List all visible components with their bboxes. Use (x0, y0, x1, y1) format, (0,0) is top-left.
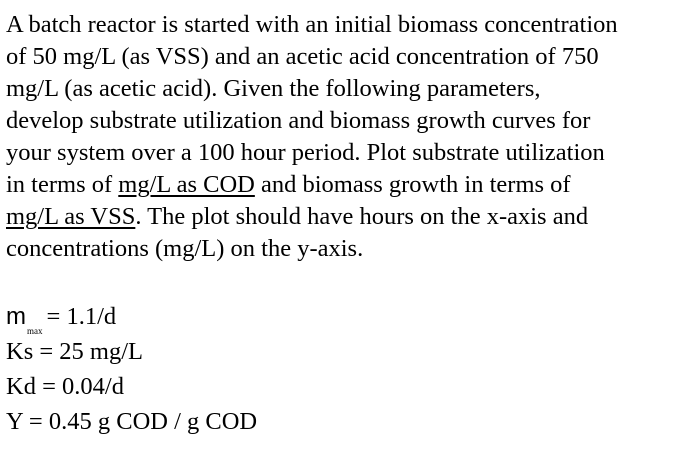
problem-line-6-pre: in terms of (6, 171, 119, 198)
mu-value: = 1.1/d (46, 303, 117, 330)
problem-line-7-post: . The plot should have hours on the x-axis and (135, 203, 589, 230)
mu-symbol: m (6, 303, 26, 330)
param-kd: Kd = 0.04/d (6, 373, 124, 400)
parameter-list (6, 299, 257, 439)
problem-line-6-post: and biomass growth in terms of (254, 171, 571, 198)
problem-line-3: mg/L (as acetic acid). Given the following parameters, (6, 75, 541, 102)
param-yield: Y = 0.45 g COD / g COD (6, 408, 258, 435)
problem-line-6 (6, 169, 698, 201)
cod-units-underlined: mg/L as COD (118, 171, 255, 198)
problem-line-1: A batch reactor is started with an initial biomass concentration (6, 11, 618, 38)
problem-line-4: develop substrate utilization and biomass growth curves for (6, 107, 591, 134)
problem-line-2: of 50 mg/L (as VSS) and an acetic acid concentration of 750 (6, 43, 599, 70)
vss-units-underlined: mg/L as VSS (6, 203, 136, 230)
problem-statement (6, 9, 698, 265)
problem-line-8: concentrations (mg/L) on the y-axis. (6, 235, 364, 262)
param-mu-max (6, 299, 257, 334)
mu-subscript: max (27, 326, 43, 336)
param-ks: Ks = 25 mg/L (6, 338, 143, 365)
problem-line-5: your system over a 100 hour period. Plot substrate utilization (6, 139, 605, 166)
problem-line-7 (6, 201, 698, 233)
